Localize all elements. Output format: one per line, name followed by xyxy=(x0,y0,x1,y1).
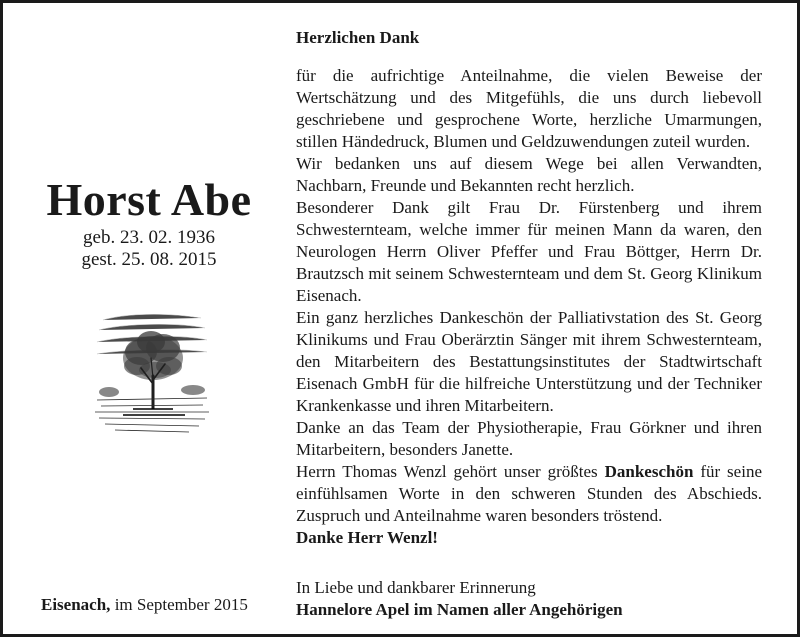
date: im September 2015 xyxy=(110,595,248,614)
paragraph-palliative: Ein ganz herzliches Dankeschön der Palliativstation des St. Georg Klinikums und Frau Oberärztin Sänger mit ihrem Schwesternteam, den Mitarbeitern des Bestattungsinstitutes der Stadtwirtschaft Eisenach GmbH für die hilfreiche Unterstützung und der Techniker Krankenkasse und ihren Mitarbeitern. xyxy=(296,308,762,415)
paragraph-physiotherapy: Danke an das Team der Physiotherapie, Frau Görkner und ihren Mitarbeitern, besonders Janette. xyxy=(296,418,762,459)
speaker-text-bold: Dankeschön xyxy=(604,462,694,481)
life-dates xyxy=(3,227,295,271)
speaker-text-before: Herrn Thomas Wenzl gehört unser größtes xyxy=(296,462,605,481)
place-and-date xyxy=(41,594,248,616)
paragraph-thanks-speaker xyxy=(296,527,762,549)
thanks-speaker-bold: Danke Herr Wenzl! xyxy=(296,528,438,547)
death-date: gest. 25. 08. 2015 xyxy=(81,249,217,270)
deceased-name: Horst Abe xyxy=(46,174,252,225)
closing-block xyxy=(296,577,762,621)
paragraph-relatives: Wir bedanken uns auf diesem Wege bei allen Verwandten, Nachbarn, Freunde und Bekannten recht herzlich. xyxy=(296,154,762,195)
place: Eisenach, xyxy=(41,595,111,614)
signature: Hannelore Apel im Namen aller Angehörigen xyxy=(296,600,623,619)
paragraph-doctors: Besonderer Dank gilt Frau Dr. Fürstenberg und ihrem Schwesternteam, welche immer für meinen Mann da waren, den Neurologen Herrn Oliver Pfeffer und Frau Böttger, Herrn Dr. Brautzsch mit seinem Schwesternteam und dem St. Georg Klinikum Eisenach. xyxy=(296,198,762,305)
birth-date: geb. 23. 02. 1936 xyxy=(83,227,215,248)
closing-line: In Liebe und dankbarer Erinnerung xyxy=(296,578,536,597)
paragraph-speaker xyxy=(296,461,762,527)
speaker-text-after: für seine einfühlsamen Worte in den schweren Stunden des Abschieds. Zuspruch und Anteilnahme waren besonders tröstend. xyxy=(296,462,762,525)
tree-landscape-illustration xyxy=(93,308,211,438)
thank-you-text xyxy=(296,27,762,621)
paragraph-appreciation: für die aufrichtige Anteilnahme, die vielen Beweise der Wertschätzung und des Mitgefühls, die uns durch liebevoll geschriebene und gesprochene Worte, herzliche Umarmungen, stillen Händedruck, Blumen und Geldzuwendungen zuteil wurden. xyxy=(296,66,762,151)
thank-you-heading: Herzlichen Dank xyxy=(296,28,420,47)
left-column xyxy=(3,3,295,634)
